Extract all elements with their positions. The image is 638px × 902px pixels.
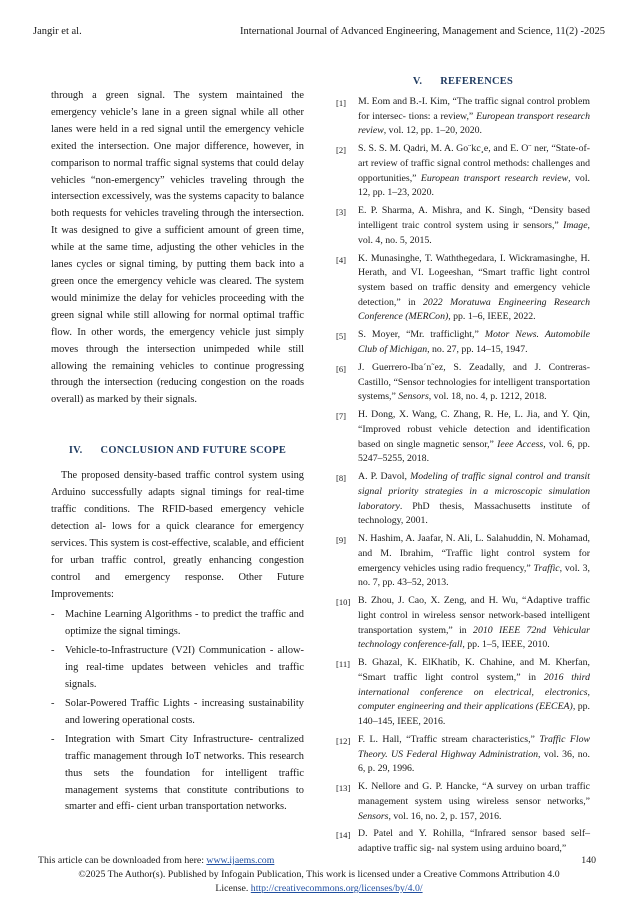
reference-text: B. Zhou, J. Cao, X. Zeng, and H. Wu, “Adaptive traffic light control in wireless sensor network-based intelligent transportation system,” in: [358, 595, 590, 636]
page-number: 140: [581, 855, 596, 866]
reference-number: [5]: [336, 331, 347, 342]
reference-item: [336, 204, 590, 248]
reference-item: [336, 142, 590, 201]
license-url-line: [0, 883, 638, 894]
reference-number: [13]: [336, 783, 351, 794]
running-header: [33, 26, 605, 40]
reference-number: [6]: [336, 363, 347, 374]
reference-number: [14]: [336, 830, 351, 841]
reference-text: F. L. Hall, “Traffic stream characteristics,”: [358, 733, 540, 745]
reference-item: [336, 656, 590, 730]
bullet-dash: -: [51, 645, 55, 657]
reference-text: K. Munasinghe, T. Waththegedara, I. Wickramasinghe, H. Herath, and VI. Logeeshan, “Smart traffic light control system based on traffic density and emergency vehicle detection,” in: [358, 252, 590, 308]
journal-website-link[interactable]: www.ijaems.com: [206, 855, 275, 866]
reference-number: [7]: [336, 411, 347, 422]
reference-item: [336, 532, 590, 591]
reference-text: B. Ghazal, K. ElKhatib, K. Chahine, and M. Kherfan, “Smart traffic light control system,” in: [358, 657, 590, 683]
reference-text: E. P. Sharma, A. Mishra, and K. Singh, “Density based intelligent traic control system using ir sensors,”: [358, 205, 590, 231]
reference-details: . PhD thesis, Massachusetts institute of technology, 2001.: [358, 500, 590, 527]
references-section-title: REFERENCES: [440, 76, 514, 87]
future-improvements-list: [51, 607, 304, 816]
bullet-dash: -: [51, 609, 55, 621]
reference-details: , no. 27, pp. 14–15, 1947.: [427, 344, 528, 355]
license-line: ©2025 The Author(s). Published by Infogain Publication, This work is licensed under a Creative Commons Attribution 4.0: [78, 869, 560, 880]
reference-text: D. Patel and Y. Rohilla, “Infrared sensor based self–adaptive traffic sig- nal system using arduino board,”: [358, 828, 590, 855]
download-prefix: This article can be downloaded from here:: [38, 855, 207, 866]
reference-list: [336, 95, 590, 857]
reference-details: , pp. 1–5, IEEE, 2010.: [462, 639, 550, 651]
bullet-dash: -: [51, 733, 55, 745]
reference-venue: European transport research review: [420, 172, 569, 184]
reference-item: [336, 95, 590, 139]
reference-text: A. P. Davol,: [358, 471, 411, 483]
reference-text: J. Guerrero-Iba´n˜ez, S. Zeadally, and J. Contreras-Castillo, “Sensor technologies for intelligent transportation systems,”: [358, 361, 590, 403]
reference-details: , vol. 12, pp. 1–23, 2020.: [358, 172, 590, 199]
reference-item: [336, 827, 590, 856]
reference-details: , vol. 18, no. 4, p. 1212, 2018.: [428, 391, 547, 403]
reference-venue: Sensors: [398, 391, 429, 403]
header-journal: International Journal of Advanced Engineering, Management and Science, 11(2) -2025: [240, 26, 605, 37]
reference-item: [336, 780, 590, 824]
reference-details: , pp. 1–6, IEEE, 2022.: [448, 311, 536, 323]
reference-number: [12]: [336, 735, 351, 746]
reference-details: , vol. 36, no. 6, p. 29, 1996.: [358, 748, 590, 775]
right-column: [336, 76, 590, 860]
bullet-text: Integration with Smart City Infrastructure- centralized traffic management through IoT networks. This research thus sets the foundation for intelligent traffic management systems that constitute contributions to smarter and effi- cient urban transportation networks.: [65, 733, 304, 813]
reference-venue: Sensors: [358, 810, 389, 822]
reference-item: [336, 733, 590, 777]
bullet-text: Machine Learning Algorithms - to predict the traffic and optimize the signal timings.: [65, 609, 304, 638]
reference-venue: 2010 IEEE 72nd Vehicular technology conference-fall: [358, 624, 590, 651]
bullet-text: Vehicle-to-Infrastructure (V2I) Communication - allow- ing real-time updates between vehicles and traffic signals.: [65, 645, 304, 691]
reference-venue: European transport research review: [358, 110, 590, 137]
conclusion-heading: [51, 445, 304, 456]
conclusion-section-title: CONCLUSION AND FUTURE SCOPE: [100, 445, 287, 457]
reference-item: [336, 361, 590, 405]
reference-text: M. Eom and B.-I. Kim, “The traffic signal control problem for intersec- tions: a review,”: [358, 96, 590, 122]
reference-number: [3]: [336, 207, 347, 218]
list-item: [51, 696, 304, 730]
reference-item: [336, 594, 590, 653]
reference-text: H. Dong, X. Wang, C. Zhang, R. He, L. Jia, and Y. Qin, “Improved robust vehicle detection and identification based on single magnetic sensor,”: [358, 409, 590, 450]
reference-item: [336, 470, 590, 529]
reference-item: [336, 408, 590, 467]
references-heading: [336, 76, 590, 87]
list-item: [51, 643, 304, 694]
reference-number: [4]: [336, 254, 347, 265]
reference-text: S. S. S. M. Qadri, M. A. Go¨kc¸e, and E. O¨ ner, “State-of-art review of traffic signal control methods: challenges and opportunities,”: [358, 143, 590, 184]
reference-number: [2]: [336, 145, 347, 156]
reference-number: [11]: [336, 659, 350, 670]
license-link[interactable]: http://creativecommons.org/licenses/by/4.0/: [250, 883, 423, 894]
conclusion-section-number: IV.: [68, 445, 83, 457]
reference-venue: 2016 third international conference on electrical, electronics, computer engineering and their applications (EECEA): [358, 671, 590, 713]
list-item: [51, 732, 304, 817]
download-line: [38, 855, 274, 866]
left-column: [51, 88, 304, 818]
reference-item: [336, 252, 590, 326]
intro-paragraph: through a green signal. The system maintained the emergency vehicle’s lane in a green signal while all other lanes were held in a red signal until the emergency vehicle exited the intersection. One major difference, however, in comparison to normal traffic signal systems that could delay vehicles “non-emergency” vehicles traveling through the intersection excessively, was the systems capacity to balance both requests for vehicles traveling through the intersection. It was designed to give a sufficient amount of green time, while at the same time, adjusting the other vehicles in the lanes cycles or signal timing, by putting them back into a green once the emergency vehicle was cleared. The system would minimize the delay for vehicles proceeding with the green signal while still allowing for normal optimal traffic flow. In other words, the emergency vehicle just simply moves through the intersection unimpeded while still allowing the remaining vehicles to continue progressing through the intersection (reducing congestion on the roads overall) as marked by their signals.: [51, 90, 304, 406]
reference-venue: Image: [563, 220, 588, 231]
reference-venue: Modeling of traffic signal control and transit signal priority strategies in a microscopic simulation laboratory: [358, 471, 591, 512]
reference-number: [1]: [336, 98, 347, 108]
reference-venue: Motor News. Automobile Club of Michigan: [358, 329, 590, 355]
reference-text: S. Moyer, “Mr. trafficlight,”: [358, 329, 485, 341]
reference-text: K. Nellore and G. P. Hancke, “A survey on urban traffic management system using wireless sensor networks,”: [358, 781, 590, 807]
reference-number: [8]: [336, 473, 347, 484]
reference-number: [10]: [336, 597, 351, 608]
reference-venue: Traffic: [533, 562, 560, 574]
reference-venue: Ieee Access: [497, 438, 544, 450]
reference-details: , pp. 140–145, IEEE, 2016.: [358, 701, 590, 727]
reference-number: [9]: [336, 535, 347, 546]
reference-details: , vol. 3, no. 7, pp. 43–52, 2013.: [358, 562, 590, 589]
references-section-number: V.: [412, 76, 423, 87]
reference-details: , vol. 12, pp. 1–20, 2020.: [383, 125, 483, 137]
reference-details: , vol. 16, no. 2, p. 157, 2016.: [388, 810, 502, 822]
reference-details: , vol. 6, pp. 5247–5255, 2018.: [358, 438, 590, 465]
reference-venue: 2022 Moratuwa Engineering Research Conference (MERCon): [358, 296, 590, 323]
reference-details: , vol. 4, no. 5, 2015.: [358, 220, 590, 246]
conclusion-paragraph: The proposed density-based traffic control system using Arduino successfully adapts signal timings for real-time traffic conditions. The RFID-based emergency vehicle detection al- lows for a quick clearance for emergency services. This system is cost-effective, scalable, and efficient for urban traffic control, greatly enhancing congestion control and emergency response. Other Future Improvements:: [51, 470, 304, 600]
reference-text: N. Hashim, A. Jaafar, N. Ali, L. Salahuddin, N. Mohamad, and M. Ibrahim, “Traffic light control system for emergency vehicles using radio frequency,”: [358, 533, 590, 574]
reference-venue: Traffic Flow Theory. US Federal Highway Administration: [358, 733, 590, 760]
list-item: [51, 607, 304, 641]
header-authors: Jangir et al.: [33, 26, 82, 37]
bullet-dash: -: [51, 698, 55, 709]
reference-item: [336, 328, 590, 357]
license-prefix: License.: [215, 883, 251, 894]
bullet-text: Solar-Powered Traffic Lights - increasing sustainability and lowering operational costs.: [65, 698, 304, 726]
